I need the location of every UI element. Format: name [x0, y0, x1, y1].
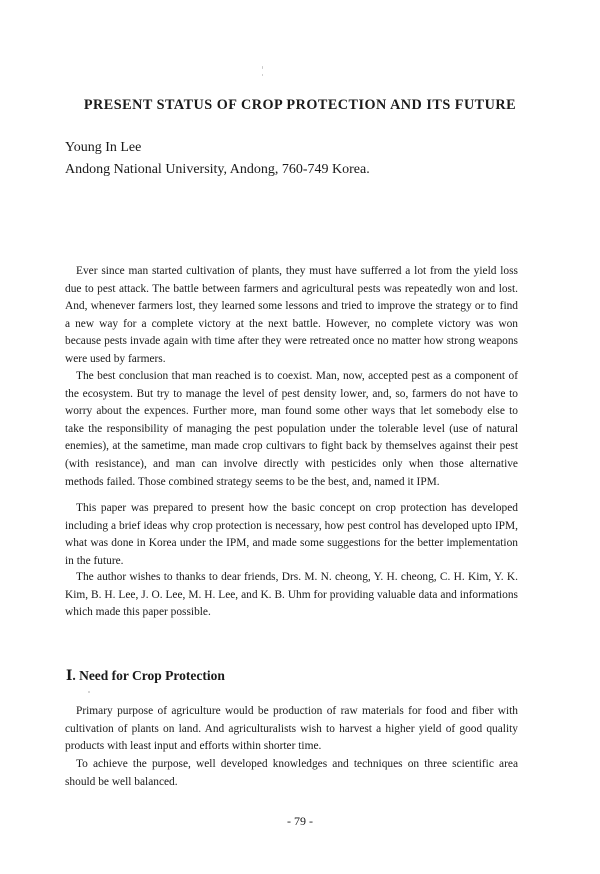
page-number: - 79 -: [287, 814, 313, 828]
scan-speck: [88, 691, 90, 693]
abstract-paragraph: This paper was prepared to present how the basic concept on crop protection has developed including a brief ideas why crop protection is necessary, how pest control has developed upto IPM, what was done in Korea under the IPM, and made some suggestions for the better implementation in the future.: [65, 502, 518, 567]
author-affiliation: Andong National University, Andong, 760-749 Korea.: [65, 162, 370, 177]
section-heading: Ⅰ. Need for Crop Protection: [66, 668, 225, 683]
section-paragraph: To achieve the purpose, well developed knowledges and techniques on three scientific area should be well balanced.: [65, 758, 518, 788]
scan-speck: [262, 74, 263, 76]
section-paragraph: Primary purpose of agriculture would be production of raw materials for food and fiber with cultivation of plants on land. And agriculturalists wish to harvest a higher yield of good quality products with least input and efforts within shorter time.: [65, 705, 518, 753]
paper-title: PRESENT STATUS OF CROP PROTECTION AND ITS FUTURE: [83, 97, 517, 113]
abstract-paragraph: The best conclusion that man reached is to coexist. Man, now, accepted pest as a component of the ecosystem. But try to manage the level of pest density lower, and, so, farmers do not have to worry about the expences. Further more, man found some other ways that let somebody else to take the responsibility of managing the pest population under the tolerable level (use of natural enemies), at the sametime, man made crop cultivars to fight back by themselves against their pest (with resistance), and man can involve directly with pesticides only when those alternative methods failed. Those combined strategy seems to be the best, and, named it IPM.: [65, 370, 518, 488]
abstract-paragraph: Ever since man started cultivation of plants, they must have sufferred a lot from the yield loss due to pest attack. The battle between farmers and agricultural pests was repeatedly won and lost. And, whenever farmers lost, they learned some lessons and tried to improve the strategy or to find a new way for a complete victory at the next battle. However, no complete victory was won because pests invade again with time after they were retreated once no matter how strong weapons were used by farmers.: [65, 265, 518, 365]
abstract-paragraph: The author wishes to thanks to dear friends, Drs. M. N. cheong, Y. H. cheong, C. H. Kim, Y. K. Kim, B. H. Lee, J. O. Lee, M. H. Lee, and K. B. Uhm for providing valuable data and informations which made this paper possible.: [65, 571, 518, 619]
scan-speck: [262, 66, 263, 69]
author-name: Young In Lee: [65, 140, 142, 155]
